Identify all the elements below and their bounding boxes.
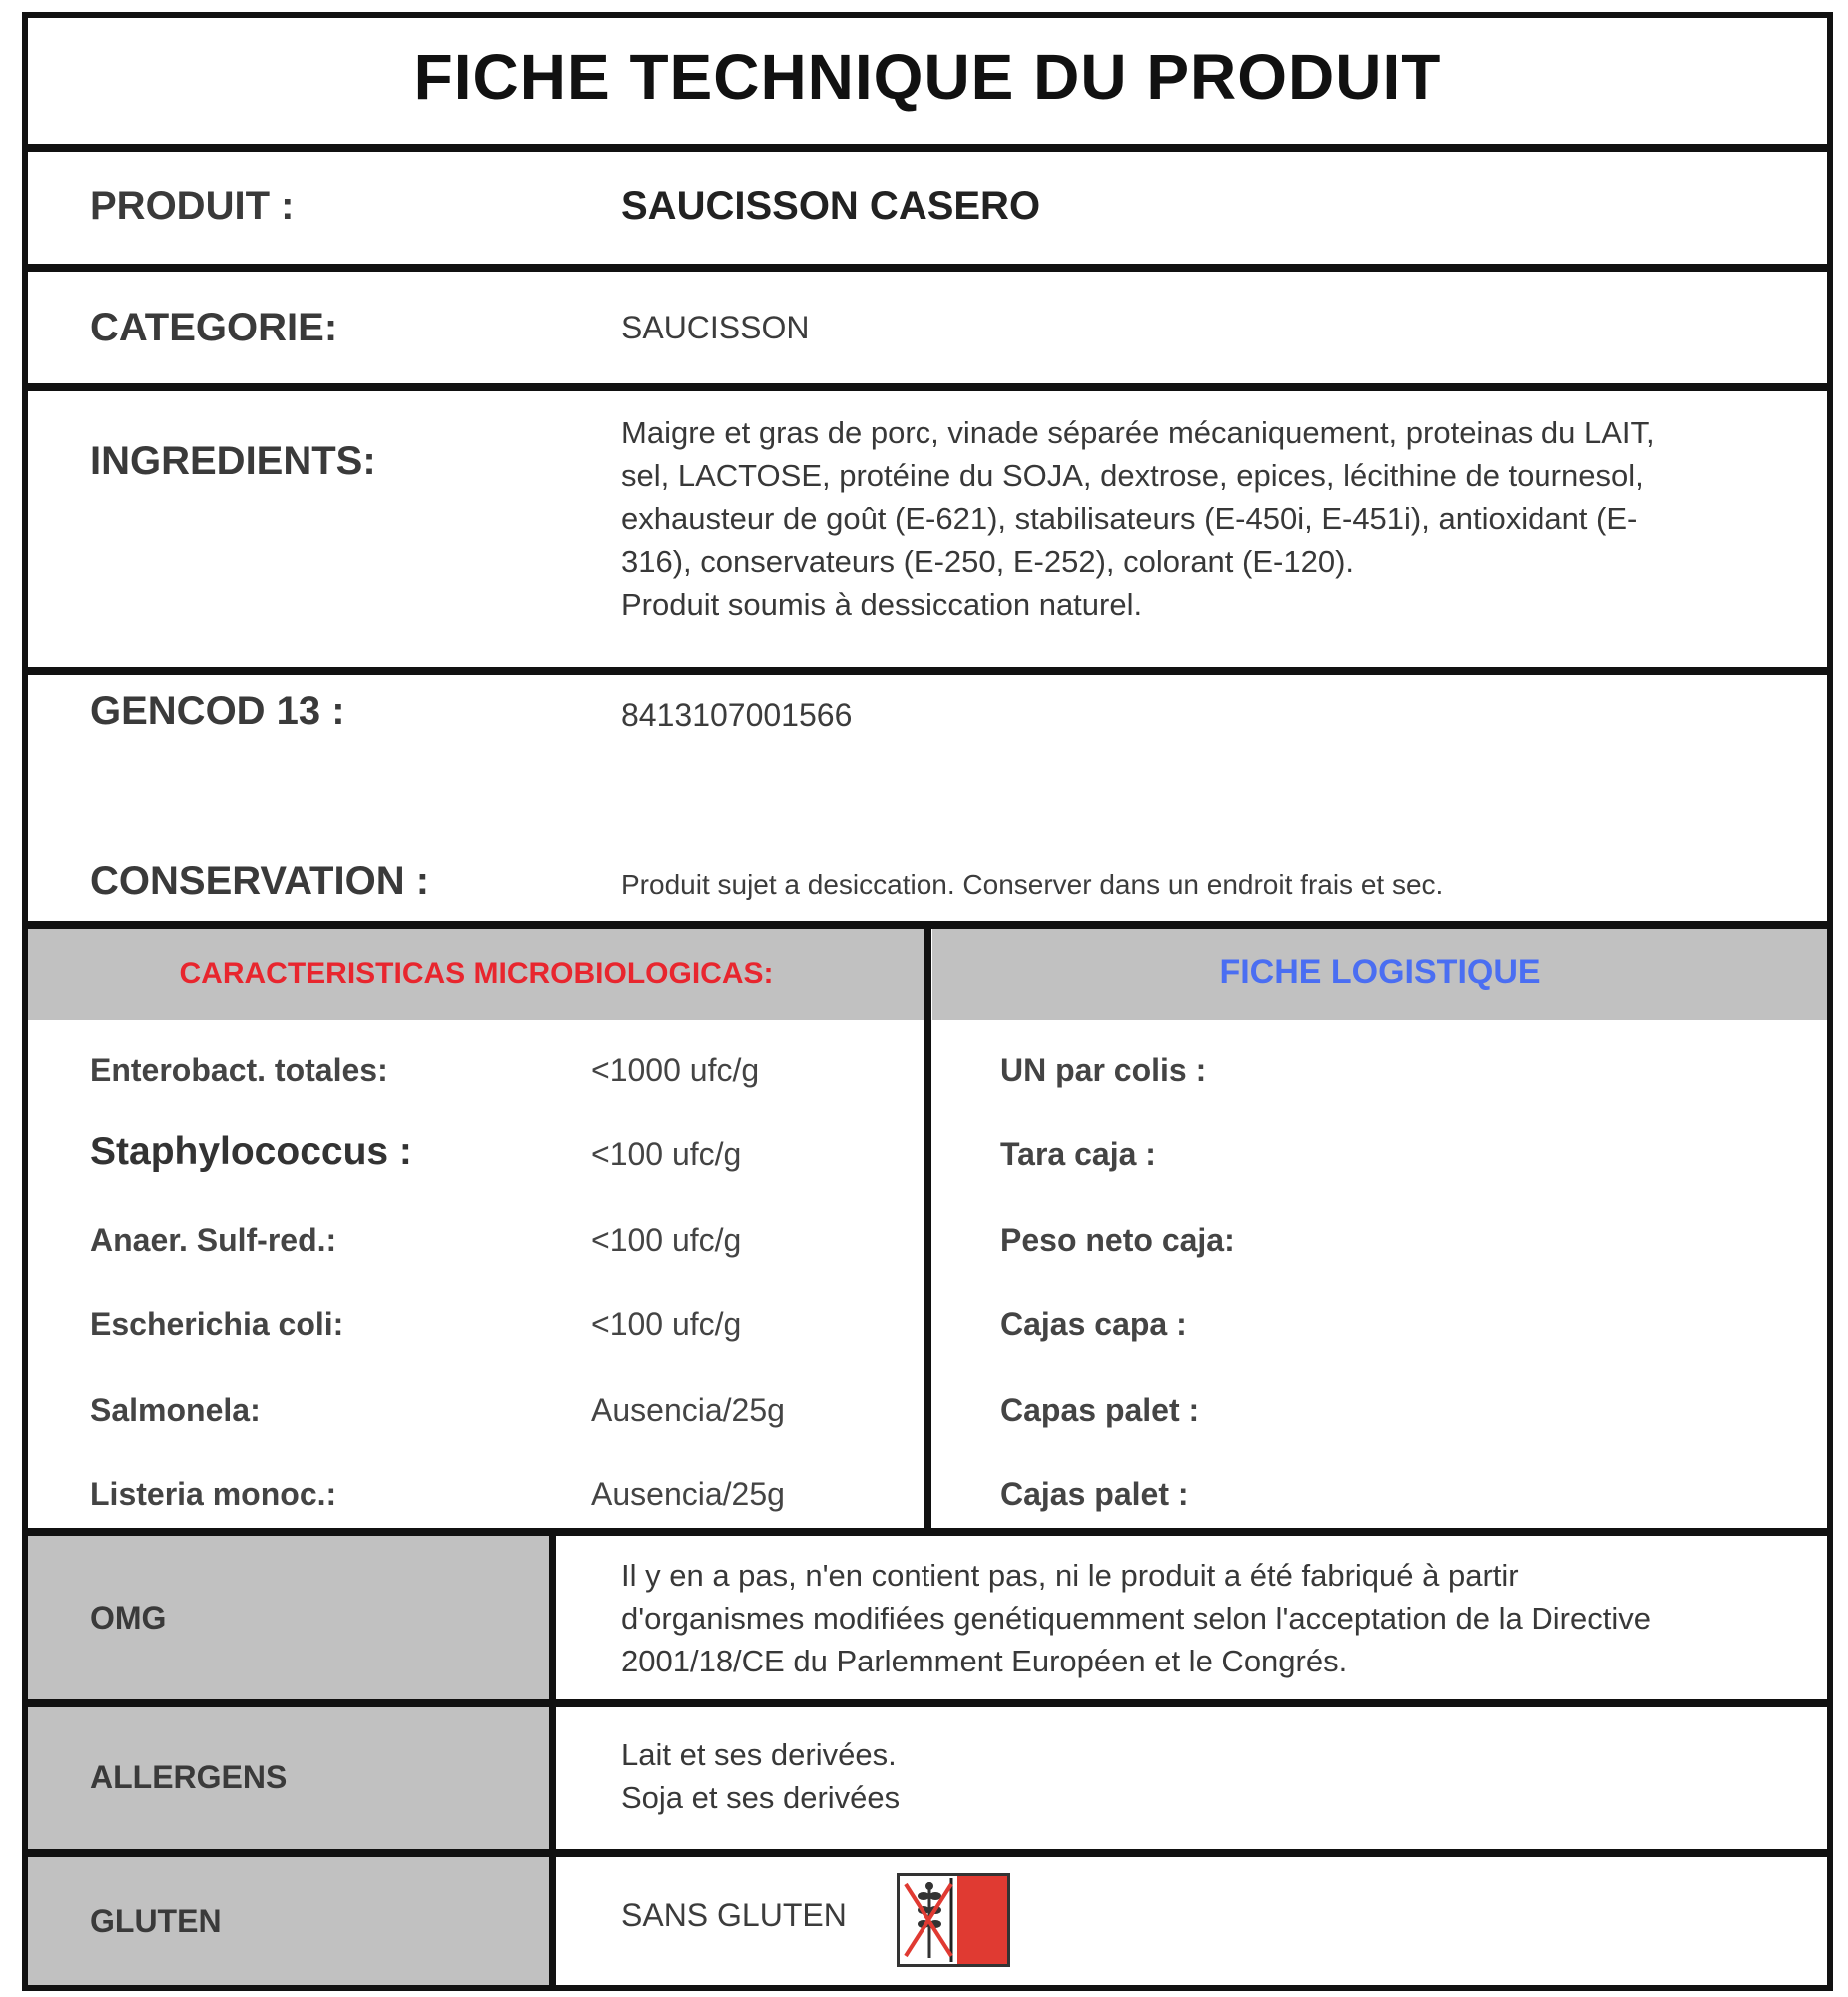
logistics-label: Cajas capa :	[1000, 1306, 1187, 1342]
micro-value: <100 ufc/g	[591, 1136, 742, 1172]
ingredients-line: 316), conservateurs (E-250, E-252), colorant (E-120).	[621, 544, 1355, 579]
omg-line: d'organismes modifiées genétiquemment selon l'acceptation de la Directive	[621, 1601, 1651, 1636]
gencod-label: GENCOD 13 :	[90, 689, 345, 733]
gluten-label: GLUTEN	[90, 1903, 222, 1939]
divider	[28, 1849, 1827, 1857]
allergens-label: ALLERGENS	[90, 1759, 288, 1795]
gluten-free-logo	[900, 1876, 1007, 1964]
micro-heading: CARACTERISTICAS MICROBIOLOGICAS:	[179, 957, 774, 990]
micro-label: Escherichia coli:	[90, 1306, 344, 1342]
divider	[28, 667, 1827, 675]
product-label: PRODUIT :	[90, 184, 295, 228]
gencod-value: 8413107001566	[621, 697, 853, 733]
ingredients-line: exhausteur de goût (E-621), stabilisateurs (E-450i, E-451i), antioxidant (E-	[621, 501, 1638, 536]
micro-label: Listeria monoc.:	[90, 1476, 337, 1512]
allergens-line: Soja et ses derivées	[621, 1780, 901, 1815]
ingredients-line: sel, LACTOSE, protéine du SOJA, dextrose, epices, lécithine de tournesol,	[621, 458, 1644, 493]
column-divider	[924, 927, 931, 1530]
allergens-line: Lait et ses derivées.	[621, 1737, 897, 1772]
micro-label: Anaer. Sulf-red.:	[90, 1222, 337, 1258]
allergens-text	[621, 1733, 900, 1819]
category-value: SAUCISSON	[621, 310, 810, 345]
micro-value: <100 ufc/g	[591, 1306, 742, 1342]
ingredients-line: Maigre et gras de porc, vinade séparée mécaniquement, proteinas du LAIT,	[621, 415, 1655, 450]
divider	[28, 1699, 1827, 1707]
divider	[28, 144, 1827, 152]
divider	[28, 264, 1827, 272]
conservation-label: CONSERVATION :	[90, 859, 430, 903]
logistics-label: Capas palet :	[1000, 1392, 1200, 1428]
logistics-label: Tara caja :	[1000, 1136, 1156, 1172]
micro-value: Ausencia/25g	[591, 1392, 785, 1428]
ingredients-label: INGREDIENTS:	[90, 439, 376, 483]
omg-line: Il y en a pas, n'en contient pas, ni le produit a été fabriqué à partir	[621, 1558, 1519, 1593]
side-divider	[549, 1534, 556, 1985]
product-value: SAUCISSON CASERO	[621, 184, 1041, 228]
divider	[28, 383, 1827, 391]
logistics-label: Peso neto caja:	[1000, 1222, 1235, 1258]
page-title: FICHE TECHNIQUE DU PRODUIT	[413, 41, 1442, 113]
micro-value: <1000 ufc/g	[591, 1052, 760, 1088]
category-label: CATEGORIE:	[90, 306, 338, 349]
logistics-label: Cajas palet :	[1000, 1476, 1189, 1512]
ingredients-line: Produit soumis à dessiccation naturel.	[621, 587, 1143, 622]
micro-value: <100 ufc/g	[591, 1222, 742, 1258]
ingredients-text	[621, 411, 1809, 626]
omg-line: 2001/18/CE du Parlemment Européen et le Congrés.	[621, 1644, 1348, 1678]
micro-label: Enterobact. totales:	[90, 1052, 388, 1088]
crossed-grain-icon	[897, 1873, 1010, 1967]
gluten-value: SANS GLUTEN	[621, 1897, 847, 1933]
omg-label: OMG	[90, 1600, 167, 1636]
technical-sheet	[22, 12, 1833, 1991]
logistics-heading: FICHE LOGISTIQUE	[1219, 953, 1540, 991]
micro-value: Ausencia/25g	[591, 1476, 785, 1512]
conservation-value: Produit sujet a desiccation. Conserver dans un endroit frais et sec.	[621, 869, 1444, 900]
logistics-label: UN par colis :	[1000, 1052, 1207, 1088]
micro-label: Salmonela:	[90, 1392, 261, 1428]
omg-text	[621, 1554, 1809, 1682]
micro-label: Staphylococcus :	[90, 1130, 412, 1173]
